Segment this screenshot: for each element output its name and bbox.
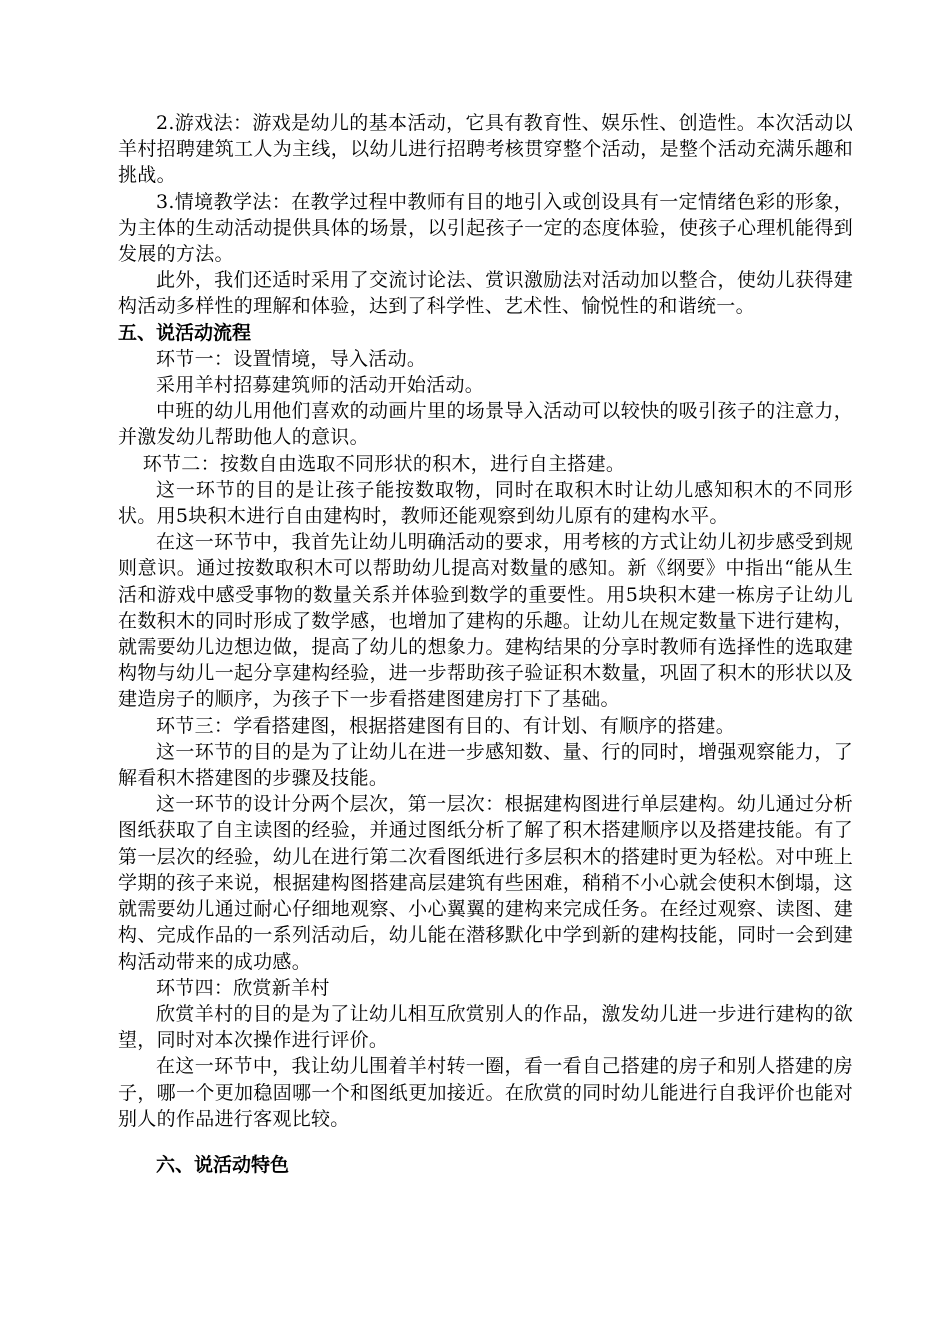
paragraph-step4-detail: 在这一环节中，我让幼儿围着羊村转一圈，看一看自己搭建的房子和别人搭建的房子，哪一个更加稳固哪一个和图纸更加接近。在欣赏的同时幼儿能进行自我评价也能对别人的作品进行客观比较。 — [118, 1055, 853, 1130]
section-heading-activity-features: 六、说活动特色 — [156, 1153, 290, 1176]
paragraph-other-methods: 此外，我们还适时采用了交流讨论法、赏识激励法对活动加以整合，使幼儿获得建构活动多样性的理解和体验，达到了科学性、艺术性、愉悦性的和谐统一。 — [118, 269, 853, 318]
paragraph-step3-title: 环节三：学看搭建图，根据搭建图有目的、有计划、有顺序的搭建。 — [156, 714, 736, 737]
paragraph-step1-title: 环节一：设置情境，导入活动。 — [156, 347, 427, 370]
paragraph-step2-detail: 在这一环节中，我首先让幼儿明确活动的要求，用考核的方式让幼儿初步感受到规则意识。通过按数取积木可以帮助幼儿提高对数量的感知。新《纲要》中指出“能从生活和游戏中感受事物的数量关系并体验到数学的重要性。用5块积木建一栋房子让幼儿在数积木的同时形成了数学感，也增加了建构的乐趣。让幼儿在规定数量下进行建构，就需要幼儿边想边做，提高了幼儿的想象力。建构结果的分享时教师有选择性的选取建构物与幼儿一起分享建构经验，进一步帮助孩子验证积木数量，巩固了积木的形状以及建造房子的顺序，为孩子下一步看搭建图建房打下了基础。 — [118, 531, 853, 711]
document-body — [118, 110, 853, 1178]
paragraph-step3-purpose: 这一环节的目的是为了让幼儿在进一步感知数、量、行的同时，增强观察能力，了解看积木搭建图的步骤及技能。 — [118, 740, 853, 790]
paragraph-step1-detail: 中班的幼儿用他们喜欢的动画片里的场景导入活动可以较快的吸引孩子的注意力，并激发幼儿帮助他人的意识。 — [118, 400, 853, 449]
paragraph-step2-title: 环节二：按数自由选取不同形状的积木，进行自主搭建。 — [142, 452, 626, 475]
paragraph-step1-intro: 采用羊村招募建筑师的活动开始活动。 — [156, 374, 485, 397]
section-heading-activity-flow: 五、说活动流程 — [118, 321, 252, 344]
paragraph-step2-purpose: 这一环节的目的是让孩子能按数取物，同时在取积木时让幼儿感知积木的不同形状。用5块积木进行自由建构时，教师还能观察到幼儿原有的建构水平。 — [118, 478, 853, 528]
paragraph-situational-teaching: 3.情境教学法：在教学过程中教师有目的地引入或创设具有一定情绪色彩的形象，为主体的生动活动提供具体的场景，以引起孩子一定的态度体验，使孩子心理机能得到发展的方法。 — [118, 190, 853, 266]
paragraph-step3-detail: 这一环节的设计分两个层次，第一层次：根据建构图进行单层建构。幼儿通过分析图纸获取了自主读图的经验，并通过图纸分析了解了积木搭建顺序以及搭建技能。有了第一层次的经验，幼儿在进行第二次看图纸进行多层积木的搭建时更为轻松。对中班上学期的孩子来说，根据建构图搭建高层建筑有些困难，稍稍不小心就会使积木倒塌，这就需要幼儿通过耐心仔细地观察、小心翼翼的建构来完成任务。在经过观察、读图、建构、完成作品的一系列活动后，幼儿能在潜移默化中学到新的建构技能，同时一会到建构活动带来的成功感。 — [118, 793, 853, 973]
paragraph-step4-purpose: 欣赏羊村的目的是为了让幼儿相互欣赏别人的作品，激发幼儿进一步进行建构的欲望，同时对本次操作进行评价。 — [118, 1002, 853, 1052]
paragraph-game-method: 2.游戏法：游戏是幼儿的基本活动，它具有教育性、娱乐性、创造性。本次活动以羊村招聘建筑工人为主线，以幼儿进行招聘考核贯穿整个活动，是整个活动充满乐趣和挑战。 — [118, 112, 853, 187]
paragraph-step4-title: 环节四：欣赏新羊村 — [156, 976, 330, 999]
